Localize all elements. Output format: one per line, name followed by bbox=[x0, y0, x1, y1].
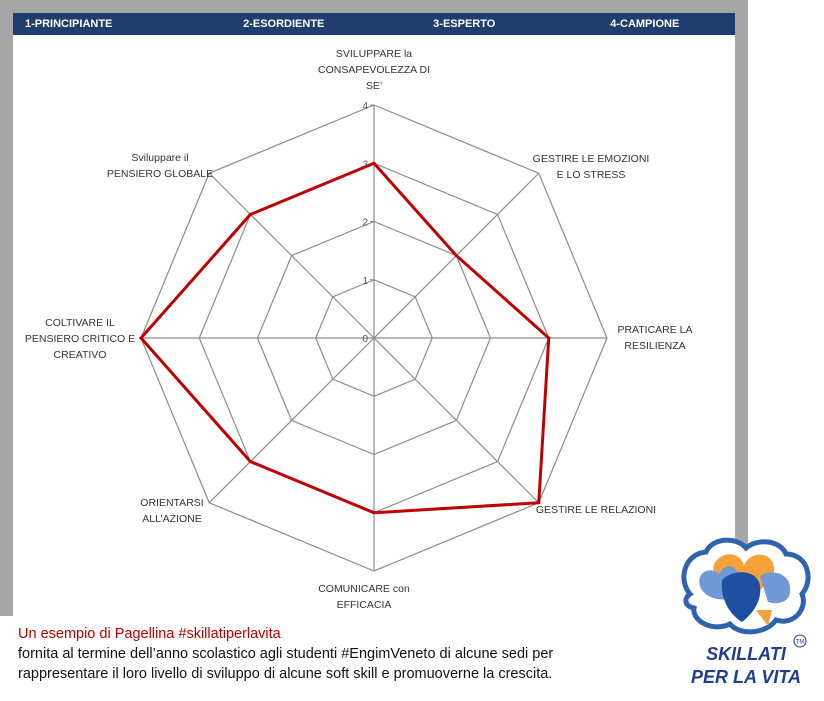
heart-cloud-icon bbox=[684, 540, 808, 632]
data-point-5 bbox=[373, 511, 376, 514]
caption bbox=[18, 624, 678, 684]
axis-label-5: COMUNICARE con EFFICACIA bbox=[318, 583, 410, 611]
trademark-mark: TM bbox=[795, 639, 805, 646]
data-point-3 bbox=[547, 337, 550, 340]
axis-label-1: SVILUPPARE la CONSAPEVOLEZZA DI SE’ bbox=[317, 48, 431, 92]
axis-label-8: Sviluppare il PENSIERO GLOBALE bbox=[106, 152, 214, 180]
tick-label-4: 4 bbox=[362, 101, 368, 112]
axis-label-4: GESTIRE LE RELAZIONI bbox=[535, 504, 657, 516]
level-1: 1-PRINCIPIANTE bbox=[25, 18, 113, 30]
tick-label-2: 2 bbox=[362, 217, 368, 229]
level-2: 2-ESORDIENTE bbox=[243, 18, 325, 30]
data-point-6 bbox=[249, 460, 252, 463]
tick-label-1: 1 bbox=[362, 275, 368, 287]
caption-line-1: fornita al termine dell’anno scolastico agli studenti #EngimVeneto di alcune sedi per bbox=[18, 646, 554, 662]
data-point-7 bbox=[140, 337, 143, 340]
tick-label-0: 0 bbox=[362, 334, 368, 345]
logo-line-2: PER LA VITA bbox=[690, 667, 802, 687]
data-point-2 bbox=[455, 254, 458, 257]
axis-label-2: GESTIRE LE EMOZIONI E LO STRESS bbox=[532, 153, 650, 181]
axis-label-7: COLTIVARE IL PENSIERO CRITICO E CREATIVO bbox=[24, 317, 136, 361]
axis-label-3: PRATICARE LA RESILIENZA bbox=[617, 324, 693, 352]
caption-title: Un esempio di Pagellina #skillatiperlavita bbox=[18, 626, 281, 642]
caption-line-2: rappresentare il loro livello di sviluppo di alcune soft skill e promuoverne la crescita. bbox=[18, 666, 553, 682]
data-point-8 bbox=[249, 213, 252, 216]
level-3: 3-ESPERTO bbox=[433, 18, 496, 30]
level-4: 4-CAMPIONE bbox=[610, 18, 680, 30]
data-point-1 bbox=[373, 162, 376, 165]
skillati-logo bbox=[676, 536, 816, 696]
logo-line-1: SKILLATI bbox=[706, 644, 786, 664]
axis-label-6: ORIENTARSI ALL’AZIONE bbox=[140, 497, 204, 525]
tick-label-3: 3 bbox=[362, 159, 368, 171]
